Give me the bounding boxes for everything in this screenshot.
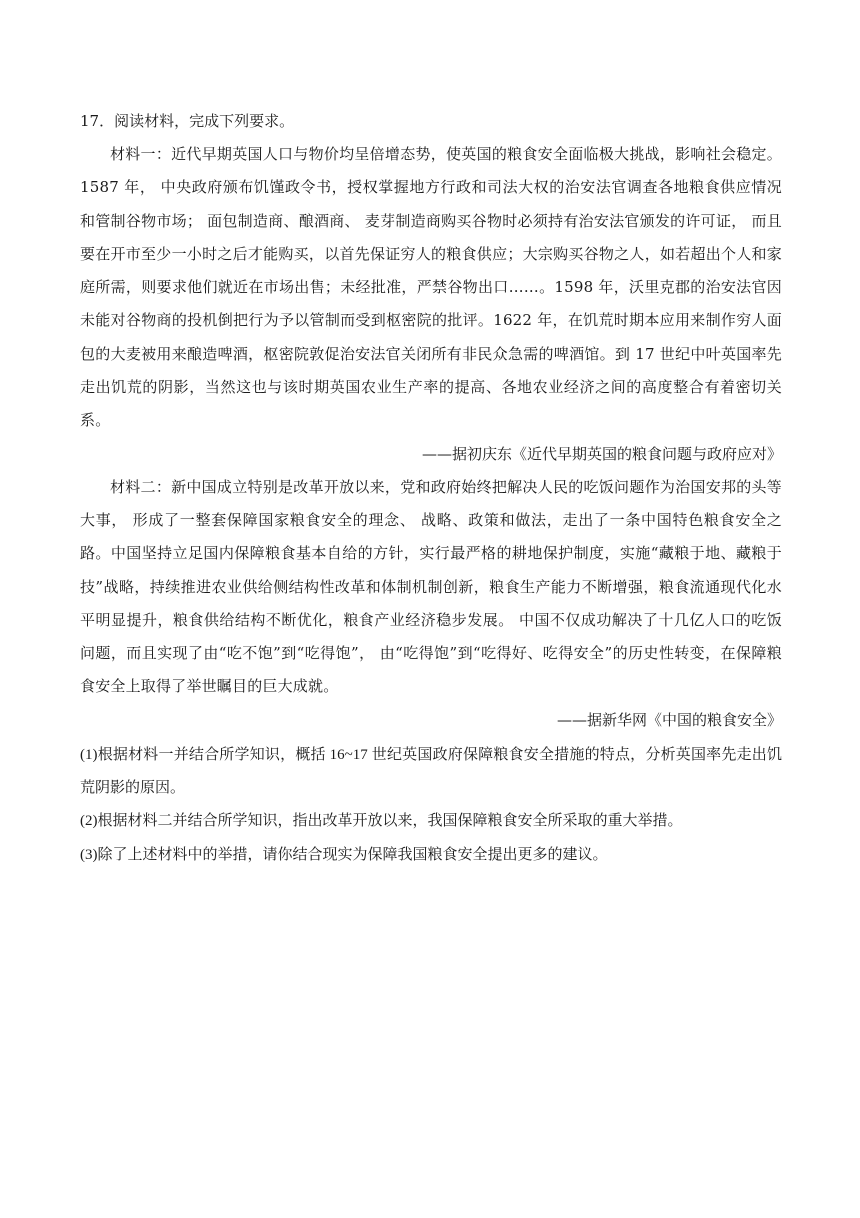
material-one-text: 材料一：近代早期英国人口与物价均呈倍增态势，使英国的粮食安全面临极大挑战，影响社会稳定。1587 年， 中央政府颁布饥馑政令书，授权掌握地方行政和司法大权的治安法官调查各地粮食供应情况和管制谷物市场； 面包制造商、酿酒商、 麦芽制造商购买谷物时必须持有治安法官颁发的许可证， 而且要在开市至少一小时之后才能购买，以首先保证穷人的粮食供应；大宗购买谷物之人，如若超出个人和家庭所需，则要求他们就近在市场出售；未经批准，严禁谷物出口……。1598 年，沃里克郡的治安法官因未能对谷物商的投机倒把行为予以管制而受到枢密院的批评。1622 年，在饥荒时期本应用来制作穷人面包的大麦被用来酿造啤酒，枢密院敦促治安法官关闭所有非民众急需的啤酒馆。到 17 世纪中叶英国率先走出饥荒的阴影，当然这也与该时期英国农业生产率的提高、各地农业经济之间的高度整合有着密切关系。	[80, 145, 782, 430]
task-item-2: (2)根据材料二并结合所学知识，指出改革开放以来，我国保障粮食安全所采取的重大举措。	[80, 813, 683, 830]
task-item-3: (3)除了上述材料中的举措，请你结合现实为保障我国粮食安全提出更多的建议。	[80, 846, 608, 863]
task-list	[80, 739, 782, 872]
material-one-source: ——据初庆东《近代早期英国的粮食问题与政府应对》	[421, 444, 782, 463]
task-item-1: (1)根据材料一并结合所学知识，概括 16~17 世纪英国政府保障粮食安全措施的特点，分析英国率先走出饥荒阴影的原因。	[80, 746, 782, 797]
material-two-source: ——据新华网《中国的粮食安全》	[556, 710, 782, 729]
material-two-text: 材料二：新中国成立特别是改革开放以来，党和政府始终把解决人民的吃饭问题作为治国安邦的头等大事， 形成了一整套保障国家粮食安全的理念、 战略、政策和做法，走出了一条中国特色粮食安全之路。中国坚持立足国内保障粮食基本自给的方针，实行最严格的耕地保护制度，实施“藏粮于地、藏粮于技”战略，持续推进农业供给侧结构性改革和体制机制创新，粮食生产能力不断增强，粮食流通现代化水平明显提升，粮食供给结构不断优化，粮食产业经济稳步发展。 中国不仅成功解决了十几亿人口的吃饭问题，而且实现了由“吃不饱”到“吃得饱”， 由“吃得饱”到“吃得好、吃得安全”的历史性转变，在保障粮食安全上取得了举世瞩目的巨大成就。	[80, 477, 782, 696]
exam-question	[80, 104, 782, 872]
question-title: 17．阅读材料，完成下列要求。	[80, 112, 295, 130]
